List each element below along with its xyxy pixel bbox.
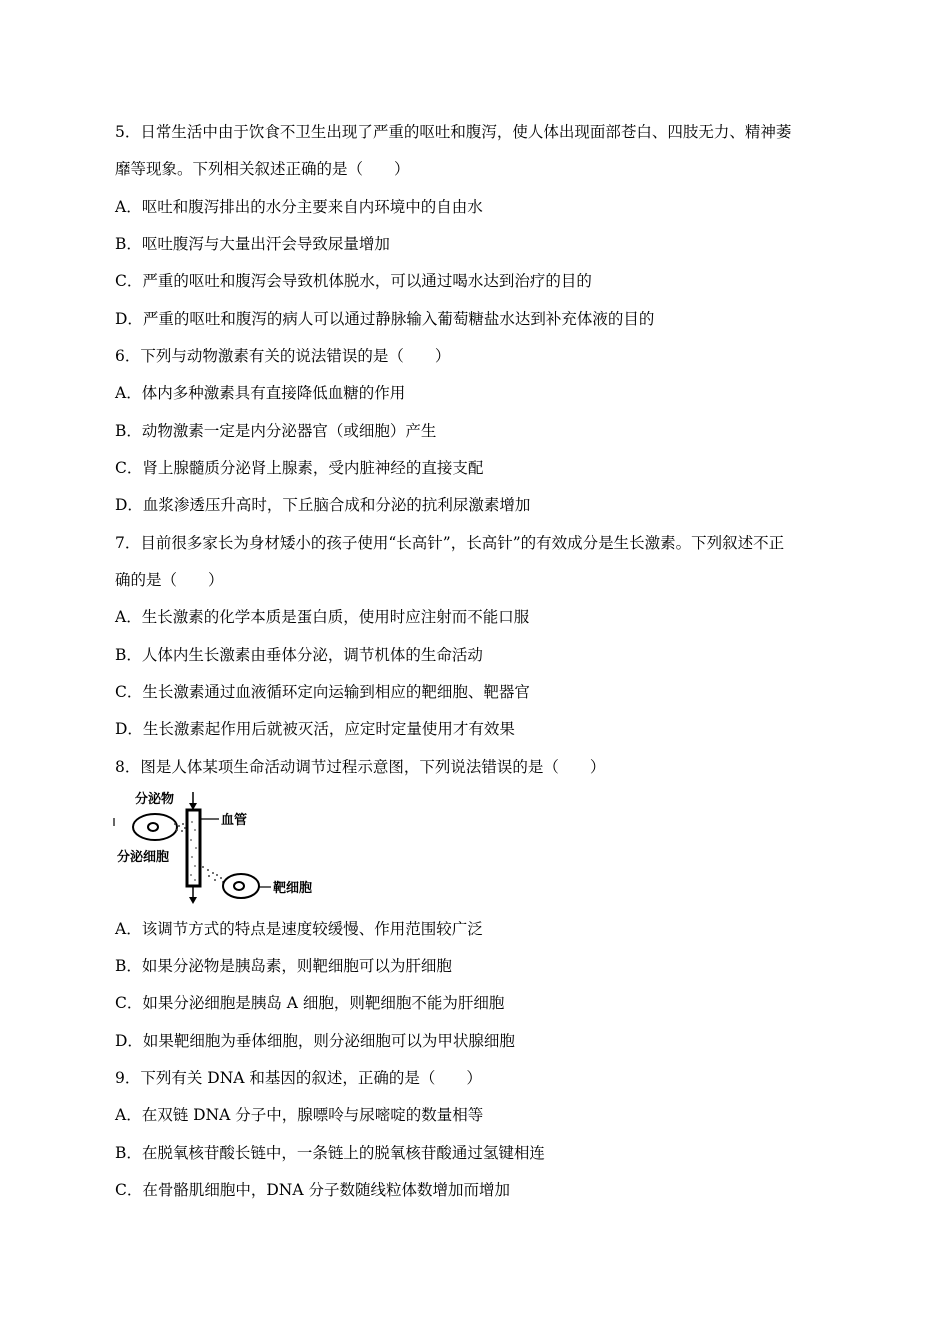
q8-option-b: B．如果分泌物是胰岛素，则靶细胞可以为肝细胞 <box>115 957 452 975</box>
q7-stem-line2: 确的是（ ） <box>115 571 224 589</box>
q9-option-a: A．在双链 DNA 分子中，腺嘌呤与尿嘧啶的数量相等 <box>115 1106 484 1124</box>
q9-stem: 9．下列有关 DNA 和基因的叙述，正确的是（ ） <box>115 1069 482 1087</box>
q6-stem: 6．下列与动物激素有关的说法错误的是（ ） <box>115 347 451 365</box>
q8-option-a: A．该调节方式的特点是速度较缓慢、作用范围较广泛 <box>115 920 483 938</box>
q6-option-c: C．肾上腺髓质分泌肾上腺素，受内脏神经的直接支配 <box>115 459 484 477</box>
q6-option-b: B．动物激素一定是内分泌器官（或细胞）产生 <box>115 422 437 440</box>
q6-option-a: A．体内多种激素具有直接降低血糖的作用 <box>115 384 406 402</box>
blood-vessel <box>187 810 200 886</box>
q9-option-c: C．在骨骼肌细胞中，DNA 分子数随线粒体数增加而增加 <box>115 1181 510 1199</box>
secretory-cell-nucleus <box>148 823 158 831</box>
q8-stem: 8．图是人体某项生命活动调节过程示意图，下列说法错误的是（ ） <box>115 758 606 776</box>
q7-option-c: C．生长激素通过血液循环定向运输到相应的靶细胞、靶器官 <box>115 683 530 701</box>
q8-regulation-diagram <box>113 790 343 905</box>
hormone-transport-dots <box>202 866 224 883</box>
vessel-label: 血管 <box>221 813 248 828</box>
q7-option-a: A．生长激素的化学本质是蛋白质，使用时应注射而不能口服 <box>115 608 530 626</box>
q5-option-c: C．严重的呕吐和腹泻会导致机体脱水，可以通过喝水达到治疗的目的 <box>115 272 592 290</box>
q8-option-d: D．如果靶细胞为垂体细胞，则分泌细胞可以为甲状腺细胞 <box>115 1032 515 1050</box>
q9-option-b: B．在脱氧核苷酸长链中，一条链上的脱氧核苷酸通过氢键相连 <box>115 1144 545 1162</box>
blood-flow-out-arrowhead <box>189 897 197 904</box>
secretory-cell-label: 分泌细胞 <box>117 850 170 865</box>
q8-option-c: C．如果分泌细胞是胰岛 A 细胞，则靶细胞不能为肝细胞 <box>115 994 505 1012</box>
q7-option-d: D．生长激素起作用后就被灭活，应定时定量使用才有效果 <box>115 720 515 738</box>
q7-option-b: B．人体内生长激素由垂体分泌，调节机体的生命活动 <box>115 646 483 664</box>
q5-option-b: B．呕吐腹泻与大量出汗会导致尿量增加 <box>115 235 390 253</box>
q5-stem-line2: 靡等现象。下列相关叙述正确的是（ ） <box>115 160 410 178</box>
q6-option-d: D．血浆渗透压升高时，下丘脑合成和分泌的抗利尿激素增加 <box>115 496 531 514</box>
q5-option-a: A．呕吐和腹泻排出的水分主要来自内环境中的自由水 <box>115 198 483 216</box>
target-cell-label: 靶细胞 <box>273 881 313 896</box>
q7-stem-line1: 7．目前很多家长为身材矮小的孩子使用“长高针”，长高针”的有效成分是生长激素。下列叙述不正 <box>115 534 785 552</box>
q5-stem-line1: 5．日常生活中由于饮食不卫生出现了严重的呕吐和腹泻，使人体出现面部苍白、四肢无力、精神萎 <box>115 123 792 141</box>
target-cell-nucleus <box>234 882 244 890</box>
q5-option-d: D．严重的呕吐和腹泻的病人可以通过静脉输入葡萄糖盐水达到补充体液的目的 <box>115 310 655 328</box>
secretion-label: 分泌物 <box>135 792 175 807</box>
